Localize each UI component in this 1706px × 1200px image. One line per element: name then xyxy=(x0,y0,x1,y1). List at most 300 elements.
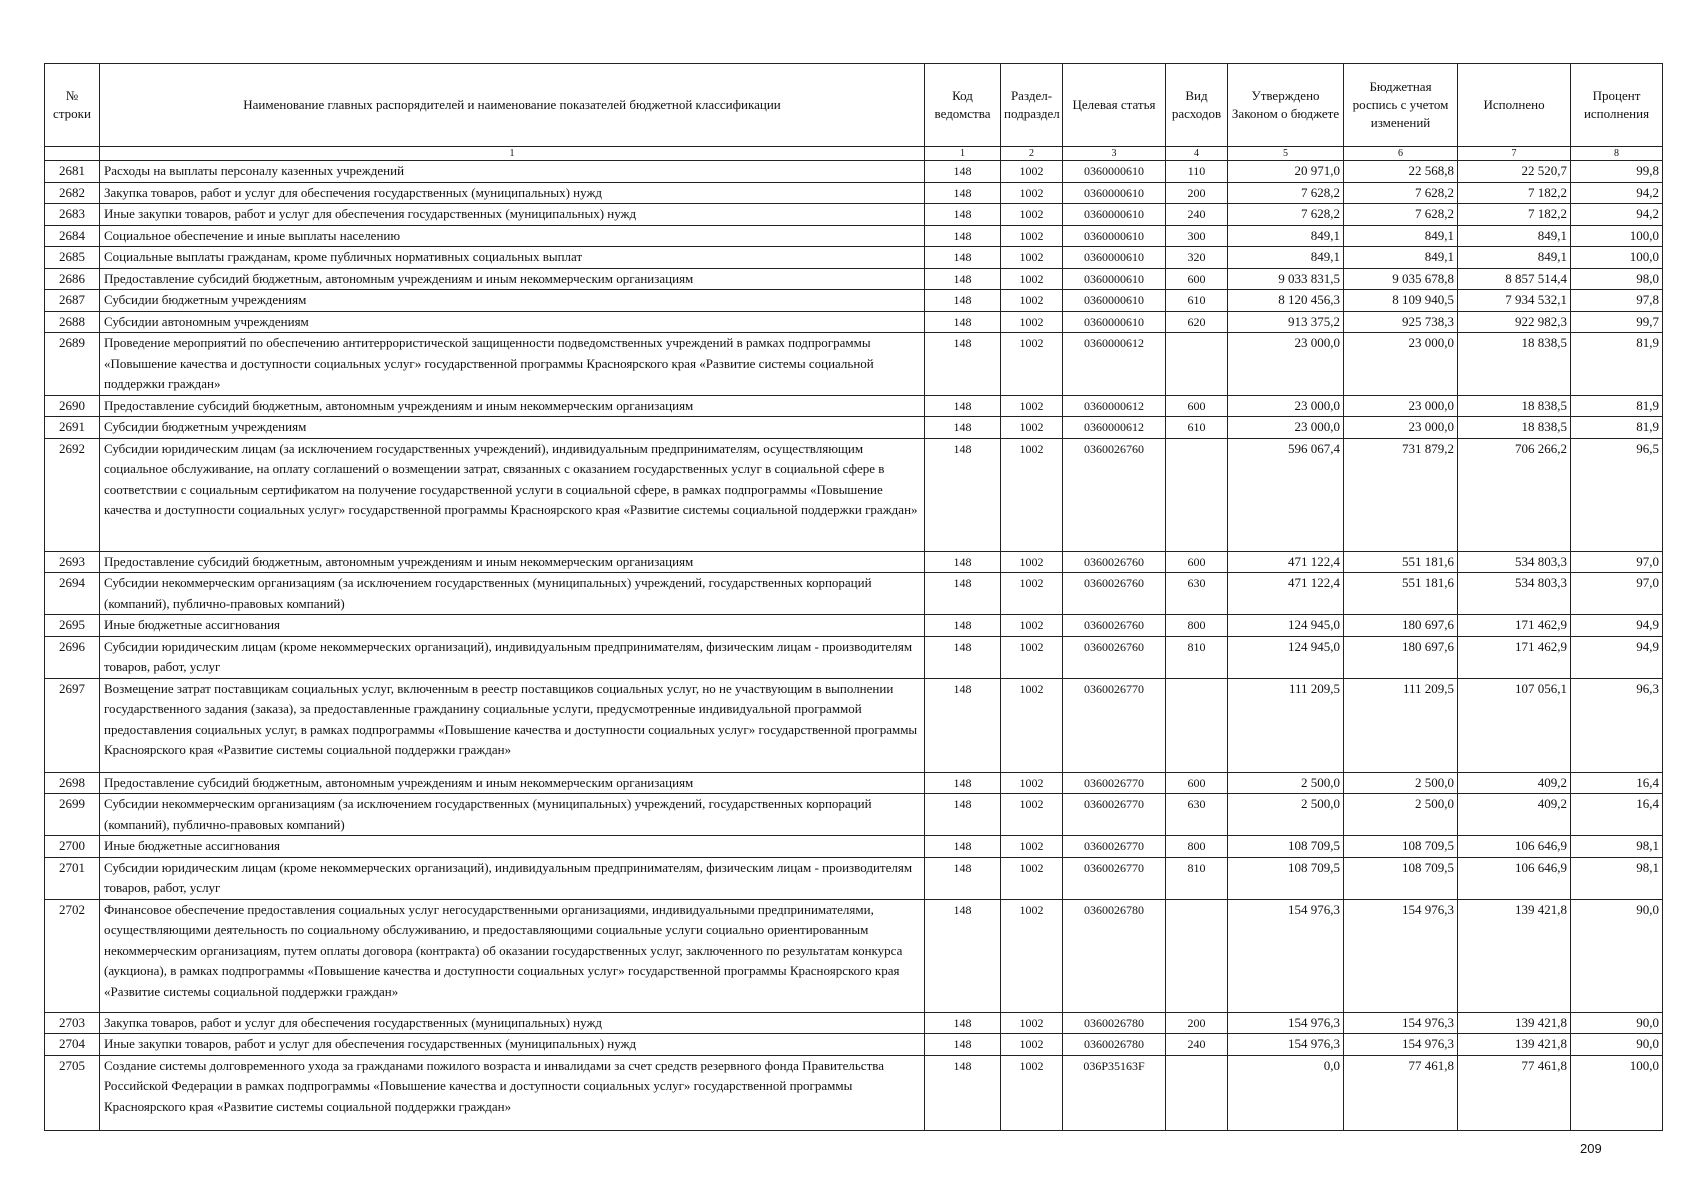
row-target: 0360026780 xyxy=(1063,899,1166,1012)
row-budget-list: 849,1 xyxy=(1344,225,1458,247)
row-number: 2697 xyxy=(45,678,100,772)
row-approved: 471 122,4 xyxy=(1228,551,1344,573)
row-number: 2682 xyxy=(45,182,100,204)
row-budget-list: 180 697,6 xyxy=(1344,615,1458,637)
row-approved: 23 000,0 xyxy=(1228,395,1344,417)
row-approved: 849,1 xyxy=(1228,247,1344,269)
row-percent: 98,0 xyxy=(1571,268,1663,290)
row-dept-code: 148 xyxy=(925,161,1001,183)
table-row xyxy=(45,615,1663,637)
row-exp-type: 800 xyxy=(1166,615,1228,637)
row-dept-code: 148 xyxy=(925,551,1001,573)
row-number: 2702 xyxy=(45,899,100,1012)
table-row xyxy=(45,182,1663,204)
row-target: 0360000610 xyxy=(1063,311,1166,333)
row-dept-code: 148 xyxy=(925,1012,1001,1034)
row-budget-list: 9 035 678,8 xyxy=(1344,268,1458,290)
row-approved: 154 976,3 xyxy=(1228,899,1344,1012)
row-section: 1002 xyxy=(1001,573,1063,615)
row-number: 2687 xyxy=(45,290,100,312)
row-number: 2689 xyxy=(45,333,100,396)
row-budget-list: 22 568,8 xyxy=(1344,161,1458,183)
row-percent: 100,0 xyxy=(1571,225,1663,247)
row-dept-code: 148 xyxy=(925,333,1001,396)
row-executed: 409,2 xyxy=(1458,772,1571,794)
table-row xyxy=(45,857,1663,899)
row-target: 0360026780 xyxy=(1063,1034,1166,1056)
row-name: Субсидии юридическим лицам (кроме некоммерческих организаций), индивидуальным предпринимателям, физическим лицам - производителям товаров, работ, услуг xyxy=(100,636,925,678)
row-budget-list: 108 709,5 xyxy=(1344,857,1458,899)
row-executed: 8 857 514,4 xyxy=(1458,268,1571,290)
row-dept-code: 148 xyxy=(925,268,1001,290)
header-exp-type: Вид расходов xyxy=(1166,64,1228,147)
row-number: 2695 xyxy=(45,615,100,637)
row-approved: 2 500,0 xyxy=(1228,772,1344,794)
row-name: Закупка товаров, работ и услуг для обеспечения государственных (муниципальных) нужд xyxy=(100,1012,925,1034)
row-name: Иные бюджетные ассигнования xyxy=(100,615,925,637)
row-percent: 81,9 xyxy=(1571,417,1663,439)
row-executed: 534 803,3 xyxy=(1458,551,1571,573)
row-target: 0360026770 xyxy=(1063,836,1166,858)
row-section: 1002 xyxy=(1001,678,1063,772)
row-approved: 108 709,5 xyxy=(1228,857,1344,899)
row-number: 2700 xyxy=(45,836,100,858)
row-dept-code: 148 xyxy=(925,794,1001,836)
row-executed: 107 056,1 xyxy=(1458,678,1571,772)
row-percent: 98,1 xyxy=(1571,857,1663,899)
table-row xyxy=(45,333,1663,396)
header-row-no: № строки xyxy=(45,64,100,147)
row-exp-type: 300 xyxy=(1166,225,1228,247)
row-percent: 97,8 xyxy=(1571,290,1663,312)
row-number: 2691 xyxy=(45,417,100,439)
row-executed: 77 461,8 xyxy=(1458,1055,1571,1130)
row-section: 1002 xyxy=(1001,268,1063,290)
row-executed: 18 838,5 xyxy=(1458,395,1571,417)
row-name: Субсидии бюджетным учреждениям xyxy=(100,417,925,439)
row-number: 2683 xyxy=(45,204,100,226)
row-section: 1002 xyxy=(1001,395,1063,417)
row-dept-code: 148 xyxy=(925,247,1001,269)
header-executed: Исполнено xyxy=(1458,64,1571,147)
row-exp-type: 630 xyxy=(1166,573,1228,615)
row-target: 0360026770 xyxy=(1063,794,1166,836)
row-budget-list: 23 000,0 xyxy=(1344,395,1458,417)
row-name: Субсидии некоммерческим организациям (за исключением государственных (муниципальных) учреждений, государственных корпораций (компаний), публично-правовых компаний) xyxy=(100,794,925,836)
header-approved: Утверждено Законом о бюджете xyxy=(1228,64,1344,147)
row-budget-list: 111 209,5 xyxy=(1344,678,1458,772)
row-budget-list: 551 181,6 xyxy=(1344,551,1458,573)
row-approved: 111 209,5 xyxy=(1228,678,1344,772)
row-target: 0360000610 xyxy=(1063,290,1166,312)
row-executed: 706 266,2 xyxy=(1458,438,1571,551)
table-row xyxy=(45,311,1663,333)
row-name: Предоставление субсидий бюджетным, автономным учреждениям и иным некоммерческим организациям xyxy=(100,395,925,417)
row-exp-type: 620 xyxy=(1166,311,1228,333)
colnum-percent: 8 xyxy=(1571,147,1663,161)
row-section: 1002 xyxy=(1001,182,1063,204)
table-row xyxy=(45,772,1663,794)
row-name: Предоставление субсидий бюджетным, автономным учреждениям и иным некоммерческим организациям xyxy=(100,772,925,794)
row-name: Иные закупки товаров, работ и услуг для обеспечения государственных (муниципальных) нужд xyxy=(100,204,925,226)
row-executed: 7 182,2 xyxy=(1458,204,1571,226)
row-name: Иные бюджетные ассигнования xyxy=(100,836,925,858)
row-approved: 0,0 xyxy=(1228,1055,1344,1130)
row-executed: 22 520,7 xyxy=(1458,161,1571,183)
row-approved: 596 067,4 xyxy=(1228,438,1344,551)
table-row xyxy=(45,290,1663,312)
row-section: 1002 xyxy=(1001,225,1063,247)
header-name: Наименование главных распорядителей и наименование показателей бюджетной классификации xyxy=(100,64,925,147)
row-exp-type: 600 xyxy=(1166,772,1228,794)
row-percent: 96,3 xyxy=(1571,678,1663,772)
row-section: 1002 xyxy=(1001,333,1063,396)
row-exp-type xyxy=(1166,1055,1228,1130)
row-approved: 849,1 xyxy=(1228,225,1344,247)
row-target: 0360026760 xyxy=(1063,615,1166,637)
row-budget-list: 7 628,2 xyxy=(1344,182,1458,204)
row-section: 1002 xyxy=(1001,161,1063,183)
table-row xyxy=(45,225,1663,247)
row-approved: 23 000,0 xyxy=(1228,417,1344,439)
row-number: 2692 xyxy=(45,438,100,551)
row-section: 1002 xyxy=(1001,417,1063,439)
row-section: 1002 xyxy=(1001,615,1063,637)
row-name: Возмещение затрат поставщикам социальных услуг, включенным в реестр поставщиков социальных услуг, но не участвующим в выполнении государственного задания (заказа), за предоставленные гражданину социальные услуги, предусмотренные индивидуальной программой предоставления социальных услуг, в рамках подпрограммы «Повышение качества и доступности социальных услуг» государственной программы Красноярского края «Развитие системы социальной поддержки граждан» xyxy=(100,678,925,772)
row-percent: 99,8 xyxy=(1571,161,1663,183)
row-budget-list: 77 461,8 xyxy=(1344,1055,1458,1130)
row-name: Расходы на выплаты персоналу казенных учреждений xyxy=(100,161,925,183)
row-target: 0360000612 xyxy=(1063,417,1166,439)
table-row xyxy=(45,899,1663,1012)
row-name: Социальное обеспечение и иные выплаты населению xyxy=(100,225,925,247)
budget-table xyxy=(44,63,1663,1131)
row-percent: 96,5 xyxy=(1571,438,1663,551)
row-name: Субсидии автономным учреждениям xyxy=(100,311,925,333)
row-dept-code: 148 xyxy=(925,182,1001,204)
table-row xyxy=(45,1055,1663,1130)
row-number: 2690 xyxy=(45,395,100,417)
row-percent: 99,7 xyxy=(1571,311,1663,333)
column-number-row xyxy=(45,147,1663,161)
row-budget-list: 2 500,0 xyxy=(1344,772,1458,794)
row-section: 1002 xyxy=(1001,438,1063,551)
row-target: 0360000610 xyxy=(1063,182,1166,204)
row-approved: 20 971,0 xyxy=(1228,161,1344,183)
row-dept-code: 148 xyxy=(925,836,1001,858)
row-target: 0360026760 xyxy=(1063,636,1166,678)
row-percent: 16,4 xyxy=(1571,772,1663,794)
row-percent: 90,0 xyxy=(1571,899,1663,1012)
row-name: Субсидии юридическим лицам (кроме некоммерческих организаций), индивидуальным предпринимателям, физическим лицам - производителям товаров, работ, услуг xyxy=(100,857,925,899)
row-number: 2701 xyxy=(45,857,100,899)
row-percent: 81,9 xyxy=(1571,333,1663,396)
header-percent: Процент исполнения xyxy=(1571,64,1663,147)
row-percent: 90,0 xyxy=(1571,1012,1663,1034)
row-exp-type: 610 xyxy=(1166,290,1228,312)
row-number: 2705 xyxy=(45,1055,100,1130)
row-number: 2693 xyxy=(45,551,100,573)
row-target: 0360000612 xyxy=(1063,395,1166,417)
row-exp-type: 810 xyxy=(1166,636,1228,678)
row-exp-type: 200 xyxy=(1166,182,1228,204)
table-row xyxy=(45,395,1663,417)
row-exp-type: 200 xyxy=(1166,1012,1228,1034)
header-row xyxy=(45,64,1663,147)
row-number: 2704 xyxy=(45,1034,100,1056)
row-dept-code: 148 xyxy=(925,678,1001,772)
row-exp-type xyxy=(1166,333,1228,396)
row-approved: 7 628,2 xyxy=(1228,204,1344,226)
row-dept-code: 148 xyxy=(925,636,1001,678)
page-number: 209 xyxy=(1580,1141,1602,1156)
row-percent: 90,0 xyxy=(1571,1034,1663,1056)
row-name: Социальные выплаты гражданам, кроме публичных нормативных социальных выплат xyxy=(100,247,925,269)
row-number: 2696 xyxy=(45,636,100,678)
row-budget-list: 23 000,0 xyxy=(1344,417,1458,439)
colnum-section: 2 xyxy=(1001,147,1063,161)
row-percent: 100,0 xyxy=(1571,247,1663,269)
row-budget-list: 23 000,0 xyxy=(1344,333,1458,396)
row-section: 1002 xyxy=(1001,1012,1063,1034)
row-number: 2681 xyxy=(45,161,100,183)
row-name: Проведение мероприятий по обеспечению антитеррористической защищенности подведомственных учреждений в рамках подпрограммы «Повышение качества и доступности социальных услуг» государственной программы Красноярского края «Развитие системы социальной поддержки граждан» xyxy=(100,333,925,396)
row-exp-type: 800 xyxy=(1166,836,1228,858)
row-target: 0360026780 xyxy=(1063,1012,1166,1034)
row-name: Закупка товаров, работ и услуг для обеспечения государственных (муниципальных) нужд xyxy=(100,182,925,204)
table-row xyxy=(45,678,1663,772)
row-approved: 124 945,0 xyxy=(1228,615,1344,637)
row-budget-list: 108 709,5 xyxy=(1344,836,1458,858)
row-target: 0360026760 xyxy=(1063,551,1166,573)
row-dept-code: 148 xyxy=(925,1034,1001,1056)
row-target: 0360026760 xyxy=(1063,573,1166,615)
row-approved: 471 122,4 xyxy=(1228,573,1344,615)
row-name: Субсидии юридическим лицам (за исключением государственных учреждений), индивидуальным предпринимателям, осуществляющим социальное обслуживание, на оплату соглашений о возмещении затрат, связанных с оказанием государственных услуг в социальной сфере в соответствии с социальным сертификатом на получение государственной услуги в социальной сфере, в рамках подпрограммы «Повышение качества и доступности социальных услуг» государственной программы Красноярского края «Развитие системы социальной поддержки граждан» xyxy=(100,438,925,551)
header-section: Раздел-подраздел xyxy=(1001,64,1063,147)
row-section: 1002 xyxy=(1001,899,1063,1012)
row-name: Субсидии бюджетным учреждениям xyxy=(100,290,925,312)
colnum-approved: 5 xyxy=(1228,147,1344,161)
row-budget-list: 154 976,3 xyxy=(1344,1012,1458,1034)
row-section: 1002 xyxy=(1001,204,1063,226)
row-budget-list: 731 879,2 xyxy=(1344,438,1458,551)
row-percent: 94,9 xyxy=(1571,615,1663,637)
row-name: Предоставление субсидий бюджетным, автономным учреждениям и иным некоммерческим организациям xyxy=(100,268,925,290)
colnum-dept: 1 xyxy=(925,147,1001,161)
table-row xyxy=(45,1034,1663,1056)
row-approved: 23 000,0 xyxy=(1228,333,1344,396)
row-percent: 16,4 xyxy=(1571,794,1663,836)
row-target: 0360026770 xyxy=(1063,772,1166,794)
row-dept-code: 148 xyxy=(925,615,1001,637)
table-row xyxy=(45,161,1663,183)
row-dept-code: 148 xyxy=(925,772,1001,794)
row-executed: 139 421,8 xyxy=(1458,1034,1571,1056)
row-approved: 8 120 456,3 xyxy=(1228,290,1344,312)
table-row xyxy=(45,1012,1663,1034)
row-approved: 154 976,3 xyxy=(1228,1034,1344,1056)
row-section: 1002 xyxy=(1001,836,1063,858)
row-approved: 108 709,5 xyxy=(1228,836,1344,858)
row-section: 1002 xyxy=(1001,772,1063,794)
row-name: Иные закупки товаров, работ и услуг для обеспечения государственных (муниципальных) нужд xyxy=(100,1034,925,1056)
row-name: Предоставление субсидий бюджетным, автономным учреждениям и иным некоммерческим организациям xyxy=(100,551,925,573)
colnum-row-no xyxy=(45,147,100,161)
row-executed: 139 421,8 xyxy=(1458,1012,1571,1034)
row-executed: 849,1 xyxy=(1458,247,1571,269)
row-number: 2699 xyxy=(45,794,100,836)
table-row xyxy=(45,551,1663,573)
row-executed: 171 462,9 xyxy=(1458,636,1571,678)
row-target: 0360000610 xyxy=(1063,161,1166,183)
row-approved: 154 976,3 xyxy=(1228,1012,1344,1034)
row-approved: 913 375,2 xyxy=(1228,311,1344,333)
row-percent: 94,2 xyxy=(1571,182,1663,204)
row-number: 2703 xyxy=(45,1012,100,1034)
table-row xyxy=(45,836,1663,858)
table-row xyxy=(45,636,1663,678)
row-exp-type: 240 xyxy=(1166,204,1228,226)
table-row xyxy=(45,268,1663,290)
row-executed: 18 838,5 xyxy=(1458,333,1571,396)
row-target: 036P35163F xyxy=(1063,1055,1166,1130)
row-section: 1002 xyxy=(1001,247,1063,269)
table-row xyxy=(45,794,1663,836)
row-dept-code: 148 xyxy=(925,1055,1001,1130)
row-number: 2685 xyxy=(45,247,100,269)
row-budget-list: 180 697,6 xyxy=(1344,636,1458,678)
row-dept-code: 148 xyxy=(925,899,1001,1012)
row-target: 0360026770 xyxy=(1063,857,1166,899)
row-exp-type xyxy=(1166,678,1228,772)
row-budget-list: 849,1 xyxy=(1344,247,1458,269)
row-executed: 139 421,8 xyxy=(1458,899,1571,1012)
header-target: Целевая статья xyxy=(1063,64,1166,147)
row-section: 1002 xyxy=(1001,636,1063,678)
row-budget-list: 8 109 940,5 xyxy=(1344,290,1458,312)
row-executed: 409,2 xyxy=(1458,794,1571,836)
row-dept-code: 148 xyxy=(925,438,1001,551)
row-executed: 106 646,9 xyxy=(1458,836,1571,858)
row-budget-list: 7 628,2 xyxy=(1344,204,1458,226)
row-exp-type: 810 xyxy=(1166,857,1228,899)
row-percent: 94,9 xyxy=(1571,636,1663,678)
row-target: 0360000610 xyxy=(1063,204,1166,226)
row-number: 2684 xyxy=(45,225,100,247)
row-executed: 534 803,3 xyxy=(1458,573,1571,615)
row-target: 0360026770 xyxy=(1063,678,1166,772)
row-percent: 81,9 xyxy=(1571,395,1663,417)
row-section: 1002 xyxy=(1001,311,1063,333)
row-section: 1002 xyxy=(1001,1034,1063,1056)
row-percent: 98,1 xyxy=(1571,836,1663,858)
row-dept-code: 148 xyxy=(925,573,1001,615)
row-approved: 9 033 831,5 xyxy=(1228,268,1344,290)
row-section: 1002 xyxy=(1001,794,1063,836)
row-executed: 849,1 xyxy=(1458,225,1571,247)
row-approved: 2 500,0 xyxy=(1228,794,1344,836)
row-approved: 7 628,2 xyxy=(1228,182,1344,204)
colnum-type: 4 xyxy=(1166,147,1228,161)
row-approved: 124 945,0 xyxy=(1228,636,1344,678)
row-dept-code: 148 xyxy=(925,857,1001,899)
table-body xyxy=(45,161,1663,1131)
row-number: 2686 xyxy=(45,268,100,290)
row-exp-type: 600 xyxy=(1166,268,1228,290)
row-section: 1002 xyxy=(1001,1055,1063,1130)
row-number: 2688 xyxy=(45,311,100,333)
header-dept-code: Код ведомства xyxy=(925,64,1001,147)
row-name: Субсидии некоммерческим организациям (за исключением государственных (муниципальных) учреждений, государственных корпораций (компаний), публично-правовых компаний) xyxy=(100,573,925,615)
row-section: 1002 xyxy=(1001,551,1063,573)
row-dept-code: 148 xyxy=(925,417,1001,439)
row-percent: 94,2 xyxy=(1571,204,1663,226)
row-exp-type: 320 xyxy=(1166,247,1228,269)
row-dept-code: 148 xyxy=(925,311,1001,333)
table-row xyxy=(45,573,1663,615)
row-section: 1002 xyxy=(1001,857,1063,899)
row-target: 0360000610 xyxy=(1063,247,1166,269)
row-budget-list: 551 181,6 xyxy=(1344,573,1458,615)
row-budget-list: 154 976,3 xyxy=(1344,899,1458,1012)
row-target: 0360000610 xyxy=(1063,225,1166,247)
row-target: 0360000610 xyxy=(1063,268,1166,290)
row-dept-code: 148 xyxy=(925,290,1001,312)
colnum-target: 3 xyxy=(1063,147,1166,161)
row-dept-code: 148 xyxy=(925,204,1001,226)
row-number: 2694 xyxy=(45,573,100,615)
row-exp-type: 630 xyxy=(1166,794,1228,836)
row-exp-type xyxy=(1166,899,1228,1012)
row-exp-type: 110 xyxy=(1166,161,1228,183)
row-exp-type: 240 xyxy=(1166,1034,1228,1056)
row-executed: 18 838,5 xyxy=(1458,417,1571,439)
row-exp-type: 610 xyxy=(1166,417,1228,439)
table-row xyxy=(45,247,1663,269)
row-name: Создание системы долговременного ухода за гражданами пожилого возраста и инвалидами за счет средств резервного фонда Правительства Российской Федерации в рамках подпрограммы «Повышение качества и доступности социальных услуг» государственной программы Красноярского края «Развитие системы социальной поддержки граждан» xyxy=(100,1055,925,1130)
row-dept-code: 148 xyxy=(925,395,1001,417)
row-budget-list: 154 976,3 xyxy=(1344,1034,1458,1056)
colnum-executed: 7 xyxy=(1458,147,1571,161)
row-number: 2698 xyxy=(45,772,100,794)
row-budget-list: 925 738,3 xyxy=(1344,311,1458,333)
row-section: 1002 xyxy=(1001,290,1063,312)
header-budget-list: Бюджетная роспись с учетом изменений xyxy=(1344,64,1458,147)
row-exp-type: 600 xyxy=(1166,551,1228,573)
row-executed: 922 982,3 xyxy=(1458,311,1571,333)
document-page xyxy=(44,63,1662,1131)
row-budget-list: 2 500,0 xyxy=(1344,794,1458,836)
table-row xyxy=(45,204,1663,226)
table-row xyxy=(45,438,1663,551)
row-target: 0360000612 xyxy=(1063,333,1166,396)
row-percent: 100,0 xyxy=(1571,1055,1663,1130)
row-percent: 97,0 xyxy=(1571,573,1663,615)
row-executed: 7 934 532,1 xyxy=(1458,290,1571,312)
row-executed: 7 182,2 xyxy=(1458,182,1571,204)
row-exp-type: 600 xyxy=(1166,395,1228,417)
row-dept-code: 148 xyxy=(925,225,1001,247)
row-exp-type xyxy=(1166,438,1228,551)
row-target: 0360026760 xyxy=(1063,438,1166,551)
row-executed: 171 462,9 xyxy=(1458,615,1571,637)
table-row xyxy=(45,417,1663,439)
colnum-budget: 6 xyxy=(1344,147,1458,161)
colnum-name: 1 xyxy=(100,147,925,161)
row-name: Финансовое обеспечение предоставления социальных услуг негосударственными организациями, индивидуальными предпринимателями, осуществляющими деятельность по социальному обслуживанию, и предоставляющими социальные услуги социально ориентированным некоммерческим организациям, путем оплаты договора (контракта) об оказании государственных услуг, заключенного по результатам конкурса (аукциона), в рамках подпрограммы «Повышение качества и доступности социальных услуг» государственной программы Красноярского края «Развитие системы социальной поддержки граждан» xyxy=(100,899,925,1012)
row-percent: 97,0 xyxy=(1571,551,1663,573)
